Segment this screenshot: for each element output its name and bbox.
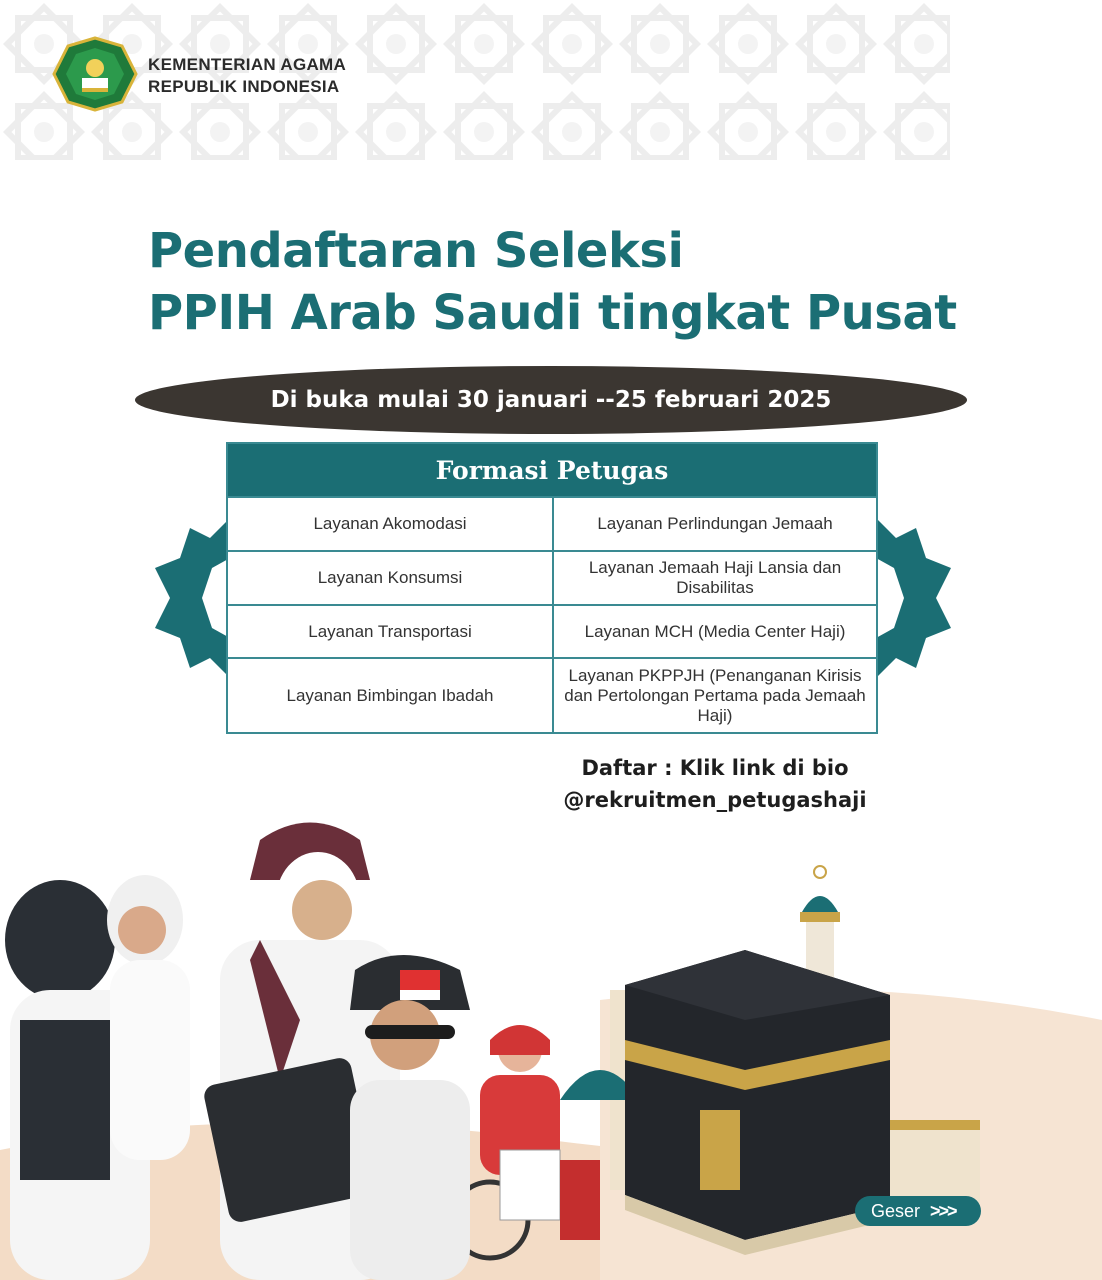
table-cell: Layanan Transportasi bbox=[228, 604, 554, 657]
cta-line-2: @rekruitmen_petugashaji bbox=[563, 788, 867, 812]
cta-text bbox=[560, 752, 870, 816]
pilgrim-group-icon bbox=[5, 823, 470, 1280]
table-cell: Layanan PKPPJH (Penanganan Kirisis dan Pertolongan Pertama pada Jemaah Haji) bbox=[554, 657, 876, 733]
cta-line-1: Daftar : Klik link di bio bbox=[581, 756, 849, 780]
swipe-indicator[interactable] bbox=[855, 1196, 981, 1226]
org-line-2: REPUBLIK INDONESIA bbox=[148, 77, 340, 96]
table-cell: Layanan Konsumsi bbox=[228, 550, 554, 604]
formasi-table bbox=[226, 442, 878, 734]
date-banner-text: Di buka mulai 30 januari --25 februari 2025 bbox=[270, 387, 832, 413]
table-cell: Layanan MCH (Media Center Haji) bbox=[554, 604, 876, 657]
date-banner bbox=[135, 366, 967, 434]
kaaba-icon bbox=[625, 950, 890, 1255]
swipe-label: Geser bbox=[871, 1200, 921, 1221]
title-line-2: PPIH Arab Saudi tingkat Pusat bbox=[148, 285, 957, 341]
title-line-1: Pendaftaran Seleksi bbox=[148, 223, 684, 279]
page-title bbox=[148, 220, 957, 344]
right-ornament-icon bbox=[876, 518, 956, 678]
table-cell: Layanan Bimbingan Ibadah bbox=[228, 657, 554, 733]
kemenag-emblem-icon bbox=[52, 36, 138, 112]
chevrons-right-icon: >>> bbox=[930, 1200, 956, 1221]
table-grid bbox=[228, 496, 876, 733]
table-heading: Formasi Petugas bbox=[228, 444, 876, 496]
left-ornament-icon bbox=[150, 518, 230, 678]
organization-name bbox=[148, 54, 346, 98]
table-cell: Layanan Akomodasi bbox=[228, 496, 554, 550]
org-line-1: KEMENTERIAN AGAMA bbox=[148, 55, 347, 74]
table-cell: Layanan Jemaah Haji Lansia dan Disabilitas bbox=[554, 550, 876, 604]
table-cell: Layanan Perlindungan Jemaah bbox=[554, 496, 876, 550]
